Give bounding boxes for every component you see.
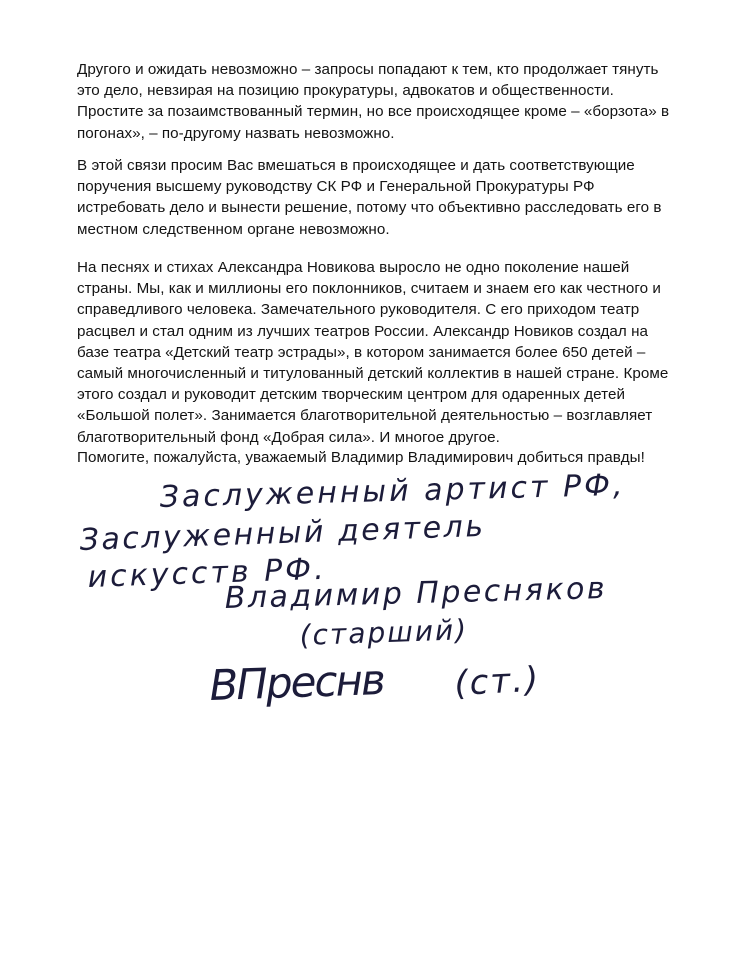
paragraph-3-line: На песнях и стихах Александра Новикова выросло не одно поколение нашей — [77, 259, 630, 276]
paragraph-2-line: В этой связи просим Вас вмешаться в происходящее и дать соответствующие — [77, 157, 635, 174]
handwritten-name-note: (старший) — [299, 613, 469, 652]
handwritten-title-3: искусств РФ. — [87, 551, 328, 595]
paragraph-3-line: самый многочисленный и титулованный детский коллектив в нашей стране. Кроме — [77, 365, 669, 383]
handwritten-title-1: Заслуженный артист РФ, — [159, 467, 626, 515]
paragraph-3-line: этого создал и руководит детским творческим центром для одаренных детей — [77, 386, 625, 404]
paragraph-2-line: истребовать дело и вынести решение, потому что объективно расследовать его в — [77, 199, 662, 217]
paragraph-1-line: Другого и ожидать невозможно – запросы попадают к тем, кто продолжает тянуть — [77, 61, 659, 78]
closing-plea-line: Помогите, пожалуйста, уважаемый Владимир Владимирович добиться правды! — [77, 449, 645, 466]
paragraph-3-line: расцвел и стал одним из лучших театров России. Александр Новиков создал на — [77, 322, 649, 340]
paragraph-3-line: справедливого человека. Замечательного руководителя. С его приходом театр — [77, 301, 640, 319]
paragraph-1-line: это дело, невзирая на позицию прокуратуры, адвокатов и общественности. — [77, 82, 614, 100]
paragraph-1-line: Простите за позаимствованный термин, но все происходящее кроме – «борзота» в — [77, 103, 670, 121]
paragraph-1-line: погонах», – по-другому назвать невозможно. — [77, 124, 395, 142]
paragraph-3-line: «Большой полет». Занимается благотворительной деятельностью – возглавляет — [77, 407, 653, 425]
paragraph-3-line: страны. Мы, как и миллионы его поклонников, считаем и знаем его как честного и — [77, 280, 661, 298]
signature: ВПреснв — [208, 654, 385, 710]
paragraph-3-line: базе театра «Детский театр эстрады», в котором занимается более 650 детей – — [77, 343, 646, 361]
signature-suffix: (ст.) — [453, 659, 542, 704]
handwritten-name: Владимир Пресняков — [224, 570, 608, 616]
paragraph-3-line: благотворительный фонд «Добрая сила». И многое другое. — [77, 428, 500, 446]
paragraph-2-line: местном следственном органе невозможно. — [77, 220, 390, 238]
handwritten-title-2: Заслуженный деятель — [79, 508, 487, 558]
paragraph-2-line: поручения высшему руководству СК РФ и Генеральной Прокуратуры РФ — [77, 178, 595, 196]
